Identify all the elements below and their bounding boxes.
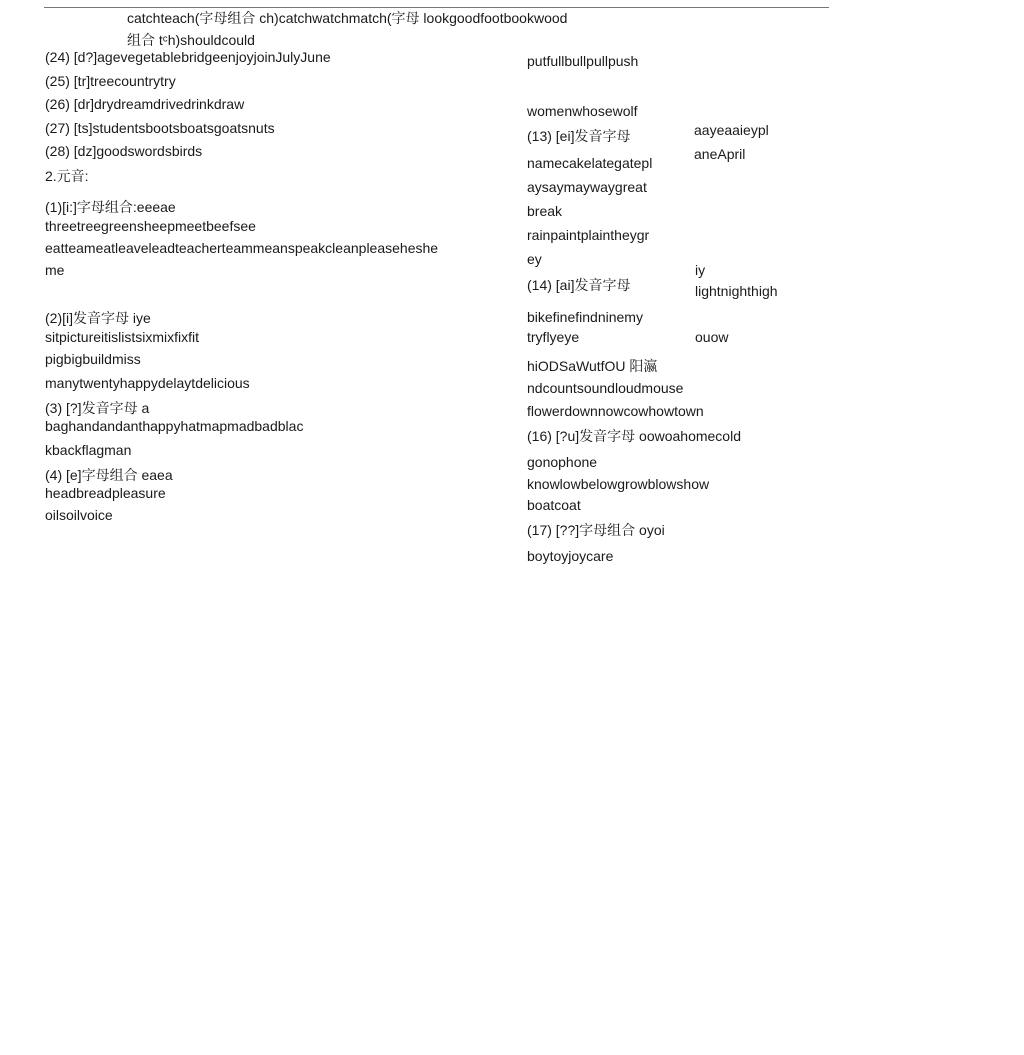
vowel-2-line-3: manytwentyhappydelaytdelicious (45, 375, 250, 391)
item-26: (26) [dr]drydreamdrivedrinkdraw (45, 96, 245, 112)
vowel-1-title: (1)[i:]字母组合:eeeae (45, 199, 176, 215)
item-16-words-2: knowlowbelowgrowblowshow (527, 476, 710, 492)
item-13-words-5: ey (527, 251, 542, 267)
item-13-letters-2: aneApril (694, 146, 746, 162)
item-27: (27) [ts]studentsbootsboatsgoatsnuts (45, 120, 275, 136)
item-13-words-4: rainpaintplaintheygr (527, 227, 650, 243)
vowel-1-line-1: threetreegreensheepmeetbeefsee (45, 218, 256, 234)
item-25: (25) [tr]treecountrytry (45, 73, 176, 89)
vowel-2-title: (2)[i]发音字母 iye (45, 310, 151, 326)
vowel-3-title: (3) [?]发音字母 a (45, 400, 150, 416)
header-line-1: catchteach(字母组合 ch)catchwatchmatch(字母 lookgoodfootbookwood (127, 10, 568, 26)
item-13-words-1: namecakelategatepl (527, 155, 653, 171)
item-13-words-2: aysaymaywaygreat (527, 179, 647, 195)
item-13-words-3: break (527, 203, 563, 219)
vowel-2-line-1: sitpictureitislistsixmixfixfit (45, 329, 200, 345)
vowels-heading: 2.元音: (45, 168, 89, 184)
item-13-letters-1: aayeaaieypl (694, 122, 769, 138)
item-16-words-3: boatcoat (527, 497, 581, 513)
vowel-2-line-2: pigbigbuildmiss (45, 351, 141, 367)
vowel-1-line-3: me (45, 262, 65, 278)
item-24: (24) [d?]agevegetablebridgeenjoyjoinJulyJune (45, 49, 331, 65)
item-28: (28) [dz]goodswordsbirds (45, 143, 203, 159)
item-17-title: (17) [??]字母组合 oyoi (527, 522, 665, 538)
item-15-words-1: hiODSaWutfOU 阳瀛 (527, 358, 658, 374)
item-14-letters-2: lightnighthigh (695, 283, 778, 299)
item-14-title: (14) [ai]发音字母 (527, 277, 631, 293)
vowel-1-line-2: eatteameatleaveleadteacherteammeanspeakcleanpleaseheshe (45, 240, 439, 256)
item-16-words-1: gonophone (527, 454, 598, 470)
item-14-words-2: tryflyeye (527, 329, 580, 345)
item-14-letters-1: iy (695, 262, 706, 278)
right-line-women: womenwhosewolf (527, 103, 638, 119)
item-14-letters-3: ouow (695, 329, 729, 345)
vowel-3-line-1: baghandandanthappyhatmapmadbadblac (45, 418, 304, 434)
header-line-2: 组合 tᶜh)shouldcould (127, 32, 255, 48)
item-16-title: (16) [?u]发音字母 oowoahomecold (527, 428, 741, 444)
top-rule (44, 7, 829, 8)
vowel-4-title: (4) [e]字母组合 eaea (45, 467, 173, 483)
vowel-4-line-2: oilsoilvoice (45, 507, 113, 523)
right-line-put: putfullbullpullpush (527, 53, 639, 69)
vowel-4-line-1: headbreadpleasure (45, 485, 166, 501)
item-15-words-3: flowerdownnowcowhowtown (527, 403, 704, 419)
item-14-words-1: bikefinefindninemy (527, 309, 643, 325)
item-15-words-2: ndcountsoundloudmouse (527, 380, 684, 396)
vowel-3-line-2: kbackflagman (45, 442, 132, 458)
item-17-words-1: boytoyjoycare (527, 548, 614, 564)
item-13-title: (13) [ei]发音字母 (527, 128, 631, 144)
